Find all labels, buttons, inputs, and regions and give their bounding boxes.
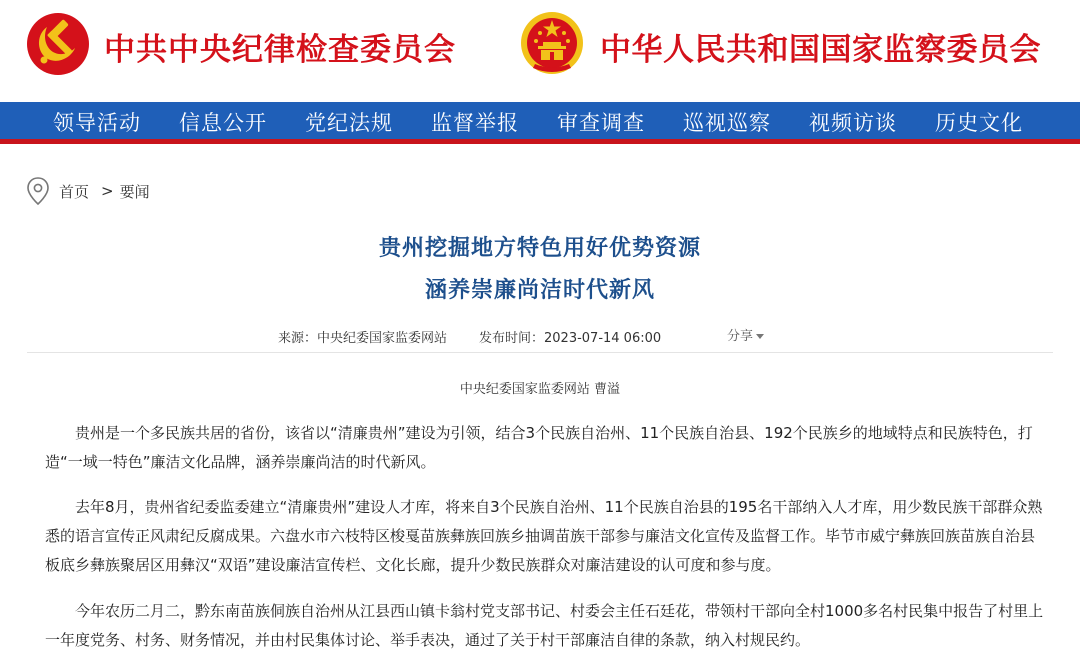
breadcrumb-separator: > bbox=[101, 182, 114, 200]
org-name-nsc[interactable]: 中华人民共和国国家监察委员会 bbox=[600, 32, 1041, 68]
breadcrumb-current[interactable]: 要闻 bbox=[119, 182, 150, 201]
org-name-ccdi[interactable]: 中共中央纪律检查委员会 bbox=[104, 32, 456, 68]
nav-item-history[interactable]: 历史文化 bbox=[935, 111, 1023, 135]
nav-item-video[interactable]: 视频访谈 bbox=[809, 111, 897, 135]
location-pin-icon bbox=[25, 176, 51, 206]
breadcrumb-home[interactable]: 首页 bbox=[59, 182, 90, 201]
nav-item-investigation[interactable]: 审查调查 bbox=[557, 111, 645, 135]
article-publish-time: 发布时间：2023-07-14 06:00 bbox=[479, 331, 662, 346]
article-title-line1: 贵州挖掘地方特色用好优势资源 bbox=[378, 236, 701, 261]
article-source: 来源：中央纪委国家监委网站 bbox=[278, 331, 448, 346]
share-button[interactable] bbox=[727, 325, 764, 344]
chevron-down-icon bbox=[756, 334, 764, 339]
breadcrumb bbox=[25, 176, 150, 206]
article-title-line2: 涵养崇廉尚洁时代新风 bbox=[424, 278, 655, 303]
nav-item-inspection[interactable]: 巡视巡察 bbox=[683, 111, 771, 135]
article-paragraph-3: 今年农历二月二，黔东南苗族侗族自治州从江县西山镇卡翁村党支部书记、村委会主任石廷花，带领村干部向全村1000多名村民集中报告了村里上一年度党务、村务、财务情况，并由村民集体讨论、举手表决，通过了关于村干部廉洁自律的条款，纳入村规民约。 bbox=[45, 602, 1044, 649]
national-emblem-icon[interactable] bbox=[519, 10, 585, 78]
party-emblem-icon[interactable] bbox=[26, 12, 90, 76]
site-header bbox=[0, 0, 1080, 102]
article-byline: 中央纪委国家监委网站 曹溢 bbox=[459, 382, 621, 397]
article-paragraph-2: 去年8月，贵州省纪委监委建立“清廉贵州”建设人才库，将来自3个民族自治州、11个民族自治县的195名干部纳入人才库，用少数民族干部群众熟悉的语言宣传正风肃纪反腐成果。六盘水市六枝特区梭戛苗族彝族回族乡抽调苗族干部参与廉洁文化宣传及监督工作。毕节市威宁彝族回族苗族自治县板底乡彝族聚居区用彝汉“双语”建设廉洁宣传栏、文化长廊，提升少数民族群众对廉洁建设的认可度和参与度。 bbox=[45, 498, 1043, 574]
meta-divider bbox=[27, 352, 1053, 353]
nav-item-leadership[interactable]: 领导活动 bbox=[53, 111, 141, 135]
nav-item-report[interactable]: 监督举报 bbox=[431, 111, 519, 135]
nav-item-information[interactable]: 信息公开 bbox=[179, 111, 267, 135]
article-paragraph-1: 贵州是一个多民族共居的省份，该省以“清廉贵州”建设为引领，结合3个民族自治州、11个民族自治县、192个民族乡的地域特点和民族特色，打造“一域一特色”廉洁文化品牌，涵养崇廉尚洁的时代新风。 bbox=[45, 424, 1033, 471]
nav-item-regulations[interactable]: 党纪法规 bbox=[305, 111, 393, 135]
main-nav bbox=[0, 102, 1080, 144]
share-label: 分享 bbox=[727, 329, 754, 344]
